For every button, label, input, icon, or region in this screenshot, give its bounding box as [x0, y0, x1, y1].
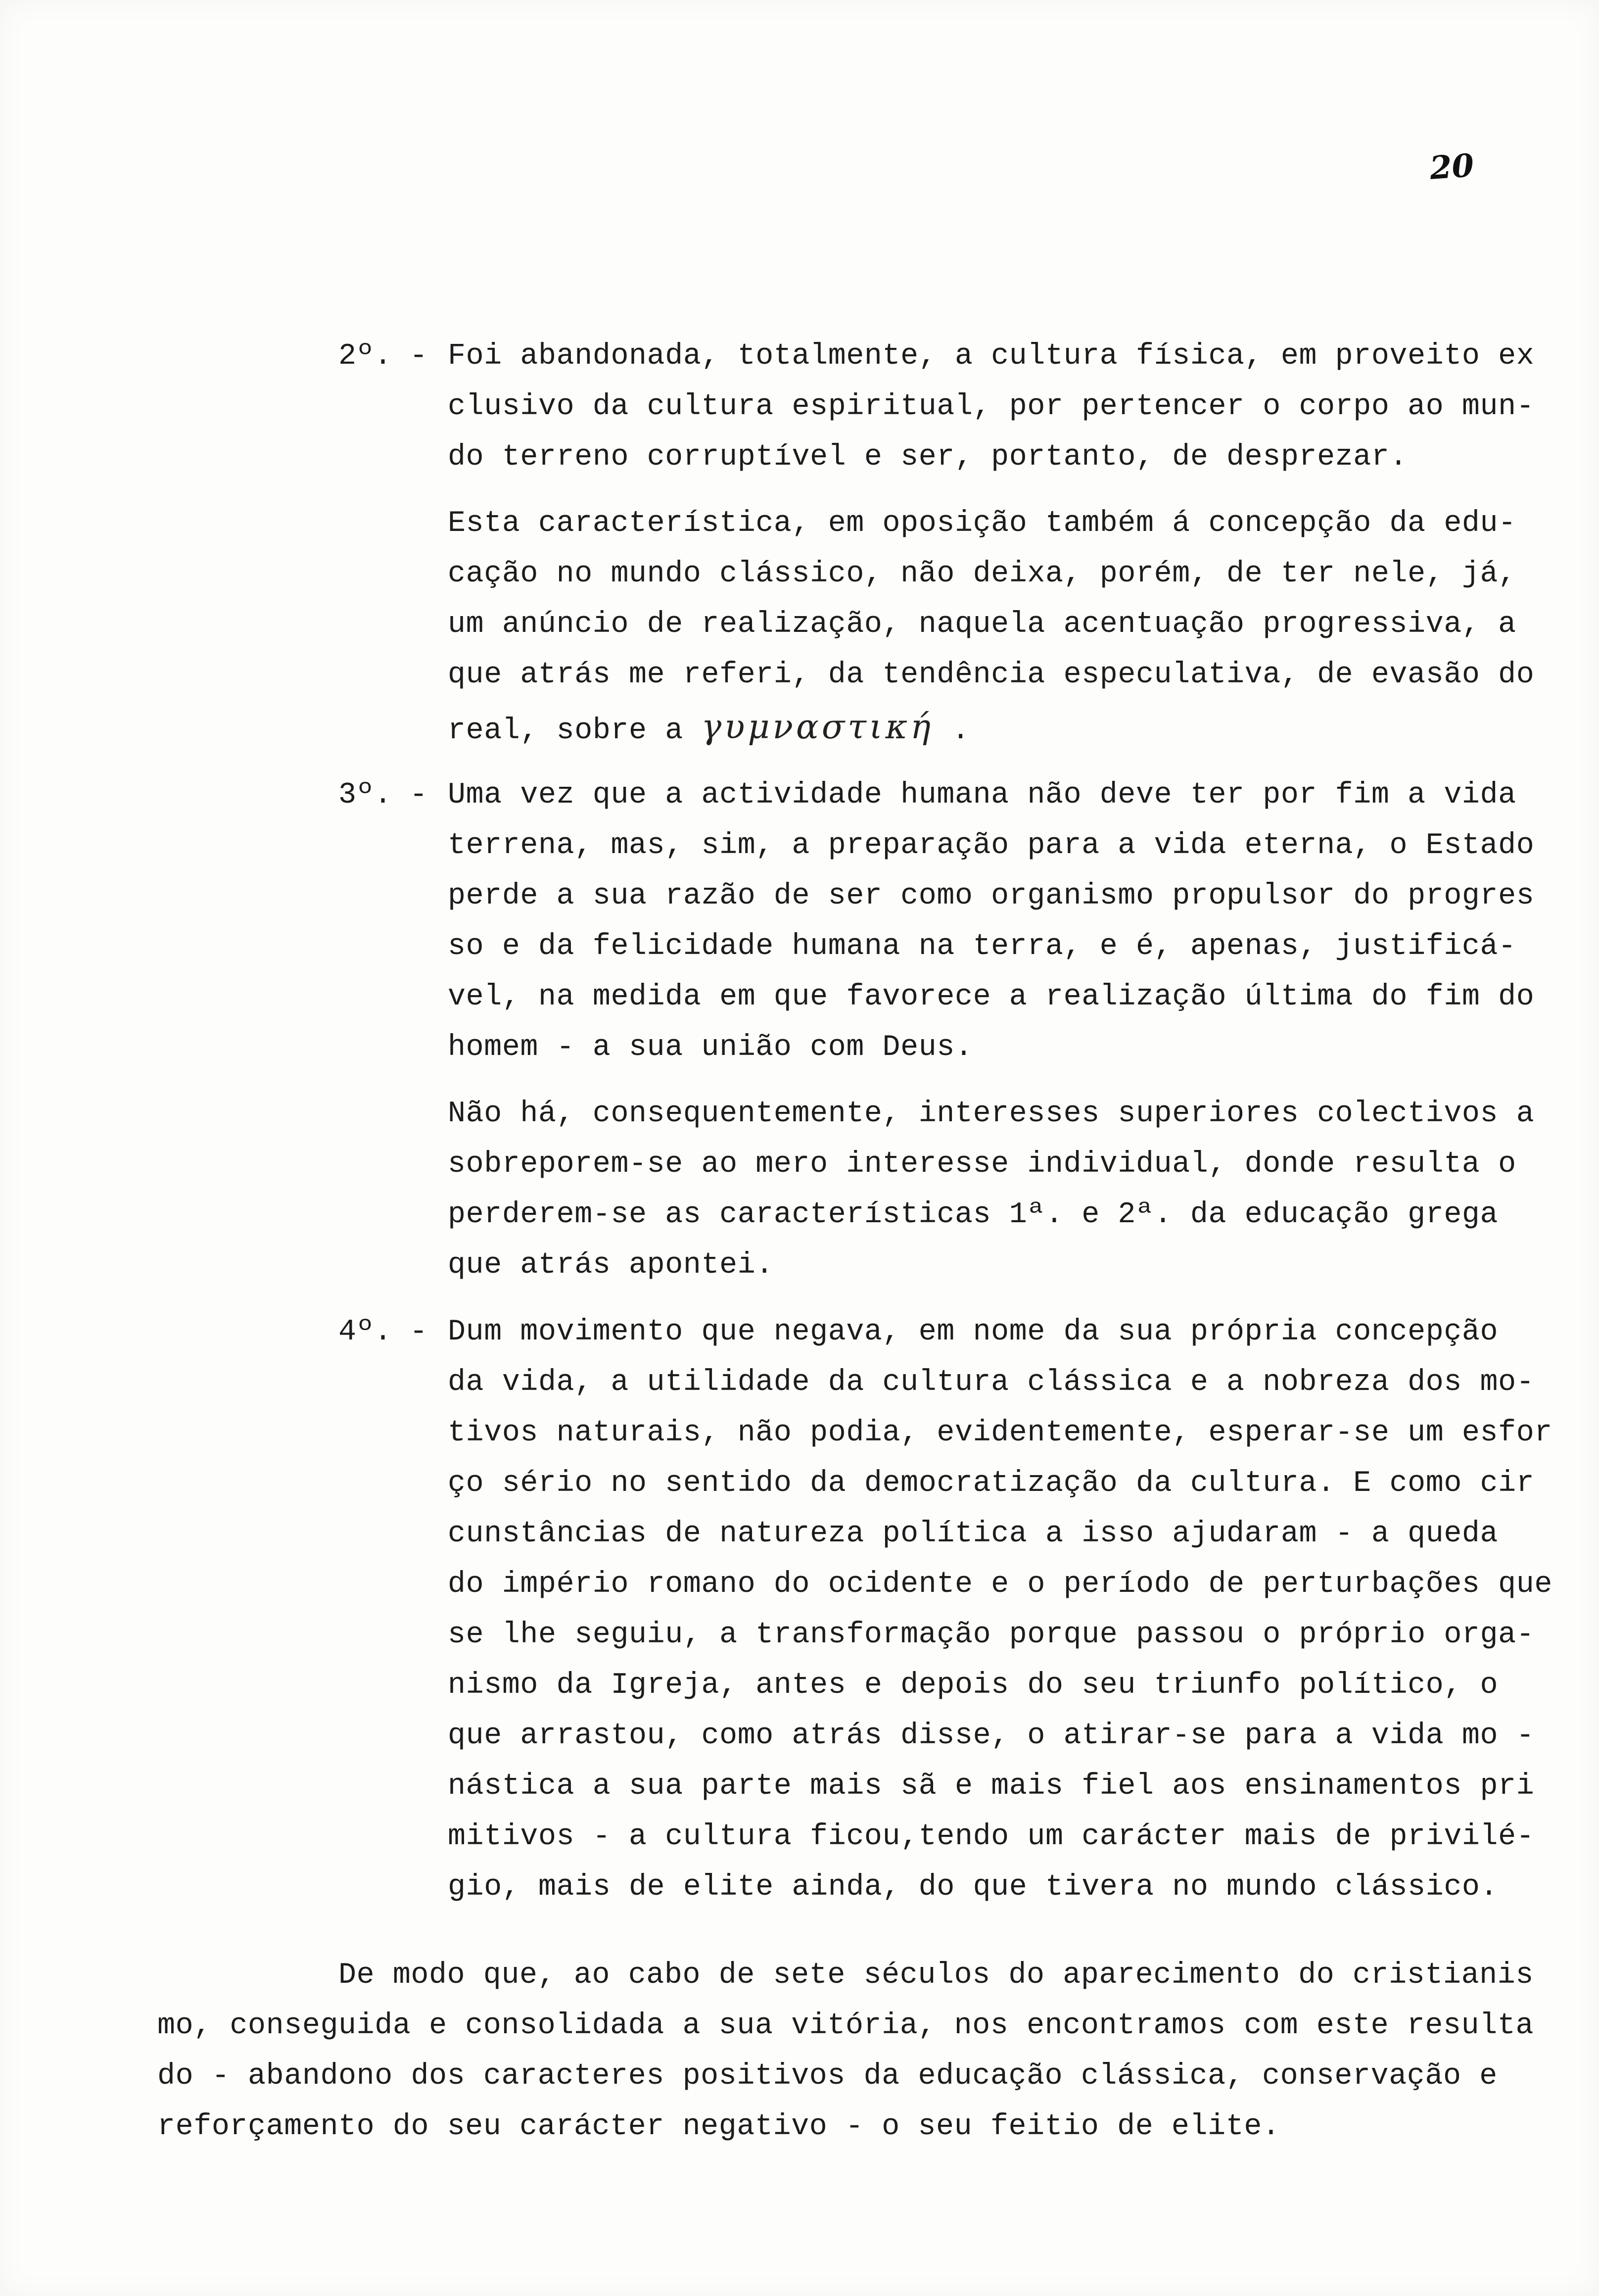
text-line: um anúncio de realização, naquela acentuação progressiva, a [448, 608, 1516, 641]
item-marker-2: 2º. - [338, 339, 428, 373]
text-line: ço sério no sentido da democratização da cultura. E como cir [448, 1467, 1535, 1500]
text-line: cunstâncias de natureza política a isso ajudaram - a queda [448, 1517, 1499, 1551]
text-line: sobreporem-se ao mero interesse individual, donde resulta o [448, 1148, 1516, 1181]
text-line: do império romano do ocidente e o período de perturbações que [448, 1568, 1552, 1601]
text-line: nástica a sua parte mais sã e mais fiel aos ensinamentos pri [448, 1770, 1535, 1803]
text-line: Esta característica, em oposição também á concepção da edu- [448, 507, 1516, 540]
text-line: vel, na medida em que favorece a realização última do fim do [448, 980, 1535, 1014]
text-line: Dum movimento que negava, em nome da sua própria concepção [448, 1315, 1499, 1349]
text-fragment: real, sobre a [448, 714, 683, 748]
text-line: nismo da Igreja, antes e depois do seu triunfo político, o [448, 1669, 1499, 1702]
text-line: so e da felicidade humana na terra, e é, apenas, justificá- [448, 930, 1516, 963]
text-line: gio, mais de elite ainda, do que tivera no mundo clássico. [448, 1870, 1499, 1904]
text-line: homem - a sua união com Deus. [448, 1031, 973, 1064]
sentence-period: . [951, 714, 970, 748]
text-line: se lhe seguiu, a transformação porque passou o próprio orga- [448, 1618, 1535, 1652]
handwritten-greek-word: γυμναστική [701, 708, 934, 747]
text-line: Não há, consequentemente, interesses superiores colectivos a [448, 1097, 1535, 1131]
page-number: 20 [1428, 146, 1475, 188]
text-line: Uma vez que a actividade humana não deve ter por fim a vida [448, 778, 1516, 812]
text-line: clusivo da cultura espiritual, por pertencer o corpo ao mun- [448, 390, 1535, 424]
text-line: Foi abandonada, totalmente, a cultura física, em proveito ex [448, 339, 1535, 373]
text-line: reforçamento do seu carácter negativo - o seu feitio de elite. [157, 2110, 1280, 2144]
text-line: do terreno corruptível e ser, portanto, de desprezar. [448, 440, 1408, 474]
text-line: cação no mundo clássico, não deixa, porém, de ter nele, já, [448, 557, 1516, 591]
text-line-with-greek [448, 708, 970, 748]
text-line: que atrás apontei. [448, 1248, 774, 1282]
text-line: mitivos - a cultura ficou,tendo um carácter mais de privilé- [448, 1820, 1535, 1854]
text-line: perde a sua razão de ser como organismo propulsor do progres [448, 879, 1535, 913]
item-marker-4: 4º. - [338, 1315, 428, 1349]
text-line: mo, conseguida e consolidada a sua vitória, nos encontramos com este resulta [157, 2009, 1534, 2043]
text-line: do - abandono dos caracteres positivos da educação clássica, conservação e [157, 2059, 1498, 2093]
text-line: que atrás me referi, da tendência especulativa, de evasão do [448, 658, 1535, 692]
text-line: que arrastou, como atrás disse, o atirar-se para a vida mo - [448, 1719, 1535, 1753]
text-line: perderem-se as características 1ª. e 2ª. da educação grega [448, 1198, 1499, 1232]
item-marker-3: 3º. - [338, 778, 428, 812]
text-line: terrena, mas, sim, a preparação para a vida eterna, o Estado [448, 829, 1535, 862]
text-line: tivos naturais, não podia, evidentemente, esperar-se um esfor [448, 1416, 1552, 1450]
text-line: da vida, a utilidade da cultura clássica e a nobreza dos mo- [448, 1366, 1535, 1399]
text-line: De modo que, ao cabo de sete séculos do aparecimento do cristianis [338, 1959, 1534, 1992]
